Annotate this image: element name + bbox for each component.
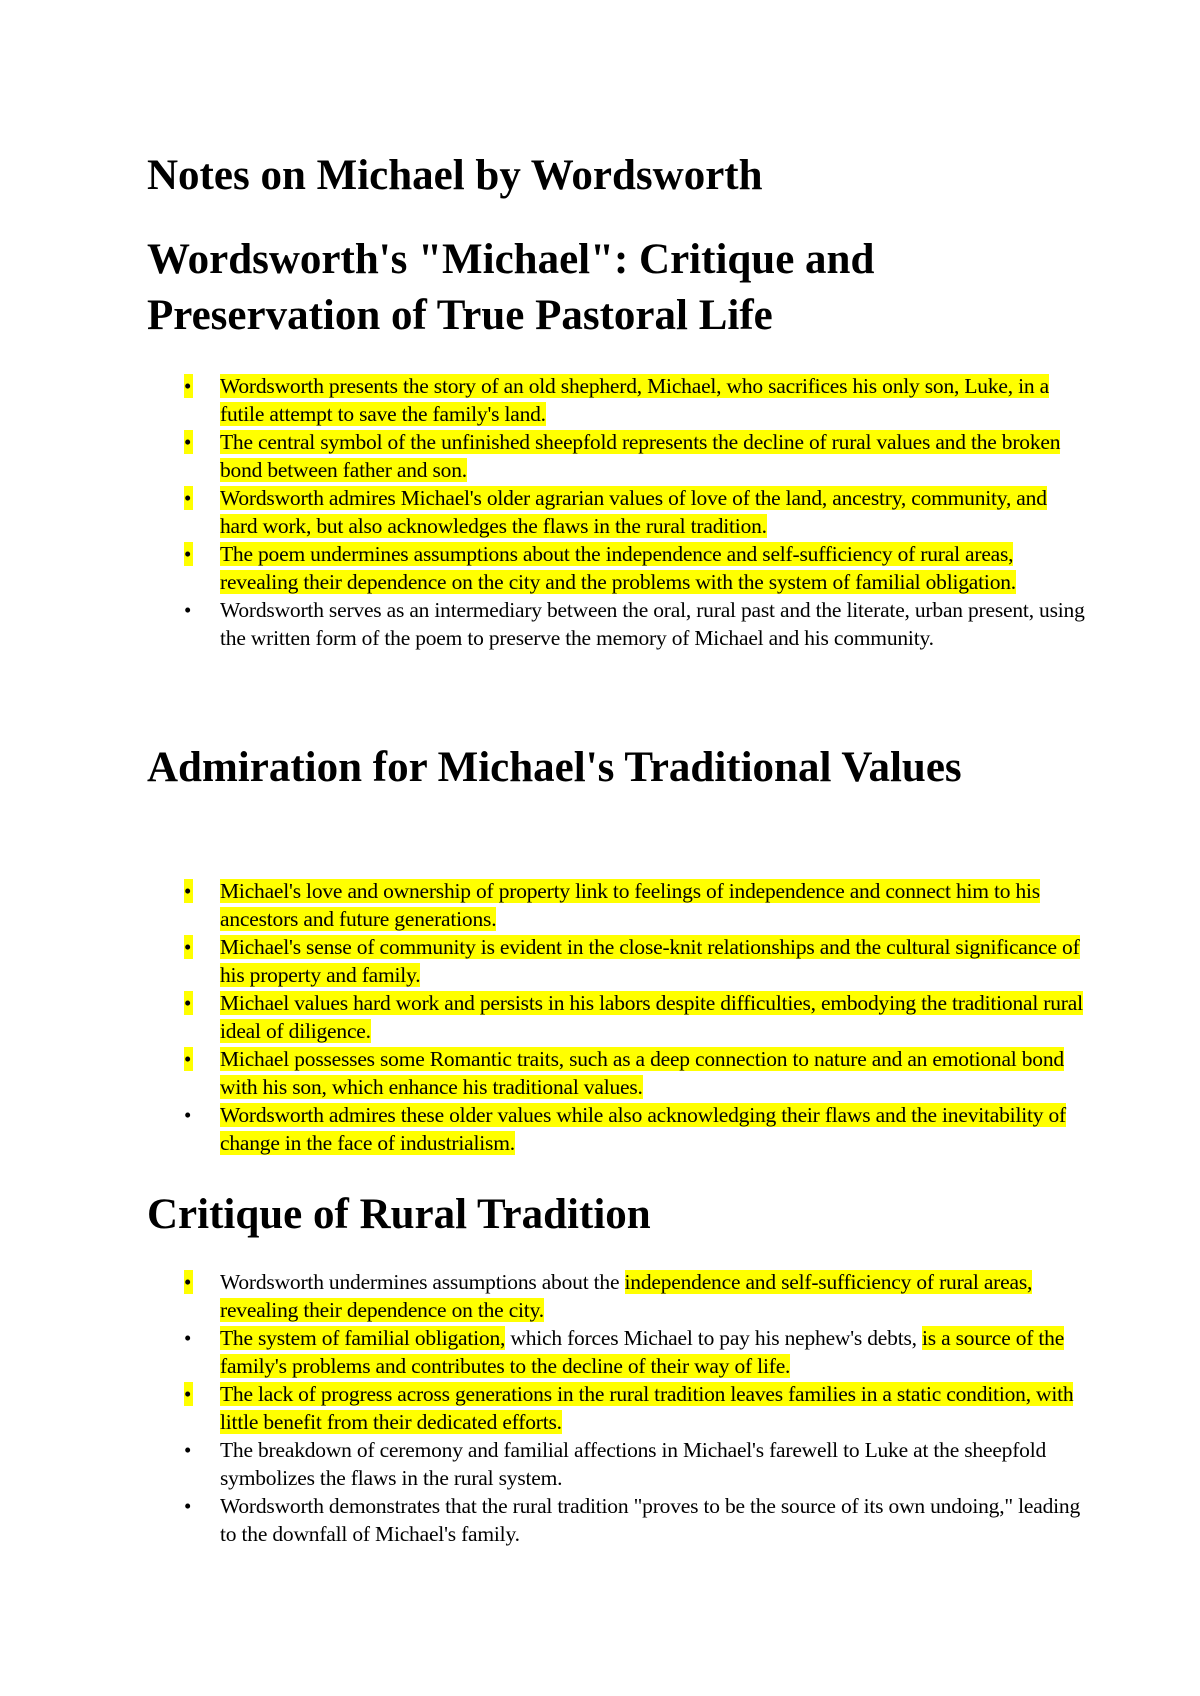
bullet-icon: •: [184, 991, 192, 1015]
list-item: [0, 1268, 1085, 1324]
list-item: [0, 1045, 1085, 1101]
list-item: [0, 1436, 1085, 1492]
list-item: [0, 484, 1085, 540]
list-item-text: Michael's sense of community is evident in the close-knit relationships and the cultural significance of his property and family.: [220, 935, 1080, 987]
list-item: [0, 428, 1085, 484]
bullet-icon: •: [184, 879, 192, 903]
section-heading: Wordsworth's "Michael": Critique and Preservation of True Pastoral Life: [147, 236, 875, 339]
list-item-text: Michael possesses some Romantic traits, such as a deep connection to nature and an emotional bond with his son, which enhance his traditional values.: [220, 1047, 1064, 1099]
bullet-icon: •: [184, 542, 192, 566]
list-item-text: independence and self-sufficiency of rural areas, revealing their dependence on the city.: [220, 1270, 1033, 1322]
bullet-list: [0, 1268, 1200, 1548]
list-item-text: The lack of progress across generations in the rural tradition leaves families in a static condition, with little benefit from their dedicated efforts.: [220, 1382, 1074, 1434]
bullet-icon: •: [184, 1438, 192, 1462]
bullet-icon: •: [184, 1047, 192, 1071]
bullet-icon: •: [184, 486, 192, 510]
bullet-list: [0, 372, 1200, 652]
list-item-text: Wordsworth admires Michael's older agrarian values of love of the land, ancestry, community, and hard work, but also acknowledges the flaws in the rural tradition.: [220, 486, 1047, 538]
bullet-icon: •: [184, 374, 192, 398]
list-item: [0, 877, 1085, 933]
list-item-text: The central symbol of the unfinished sheepfold represents the decline of rural values and the broken bond between father and son.: [220, 430, 1061, 482]
list-item-text: which forces Michael to pay his nephew's debts,: [505, 1326, 922, 1350]
list-item: [0, 933, 1085, 989]
list-item: [0, 1101, 1085, 1157]
bullet-icon: •: [184, 935, 192, 959]
list-item: [0, 596, 1085, 652]
list-item-text: is a source of the family's problems and contributes to the decline of their way of life.: [220, 1326, 1065, 1378]
list-item-text: The breakdown of ceremony and familial affections in Michael's farewell to Luke at the sheepfold symbolizes the flaws in the rural system.: [220, 1438, 1047, 1490]
list-item-text: Wordsworth serves as an intermediary between the oral, rural past and the literate, urban present, using the written form of the poem to preserve the memory of Michael and his community.: [220, 598, 1085, 650]
bullet-icon: •: [184, 1382, 192, 1406]
list-item-text: Wordsworth undermines assumptions about the: [220, 1270, 625, 1294]
list-item: [0, 1324, 1085, 1380]
bullet-icon: •: [184, 1270, 192, 1294]
section-heading: Critique of Rural Tradition: [147, 1191, 651, 1238]
list-item: [0, 540, 1085, 596]
bullet-list: [0, 877, 1200, 1157]
list-item-text: Wordsworth demonstrates that the rural tradition "proves to be the source of its own undoing," leading to the downfall of Michael's family.: [220, 1494, 1081, 1546]
list-item-text: Wordsworth admires these older values while also acknowledging their flaws and the inevitability of change in the face of industrialism.: [220, 1103, 1067, 1155]
list-item: [0, 372, 1085, 428]
list-item: [0, 1492, 1085, 1548]
list-item: [0, 1380, 1085, 1436]
document-title: Notes on Michael by Wordsworth: [147, 152, 763, 199]
list-item-text: Michael values hard work and persists in his labors despite difficulties, embodying the traditional rural ideal of diligence.: [220, 991, 1083, 1043]
bullet-icon: •: [184, 1494, 192, 1518]
section-heading: Admiration for Michael's Traditional Values: [147, 744, 962, 791]
list-item-text: The poem undermines assumptions about the independence and self-sufficiency of rural areas, revealing their dependence on the city and the problems with the system of familial obligation.: [220, 542, 1016, 594]
bullet-icon: •: [184, 1103, 192, 1127]
list-item-text: The system of familial obligation,: [220, 1326, 506, 1350]
bullet-icon: •: [184, 430, 192, 454]
list-item: [0, 989, 1085, 1045]
bullet-icon: •: [184, 1326, 192, 1350]
bullet-icon: •: [184, 598, 192, 622]
list-item-text: Wordsworth presents the story of an old shepherd, Michael, who sacrifices his only son, Luke, in a futile attempt to save the family's land.: [220, 374, 1049, 426]
list-item-text: Michael's love and ownership of property link to feelings of independence and connect him to his ancestors and future generations.: [220, 879, 1040, 931]
